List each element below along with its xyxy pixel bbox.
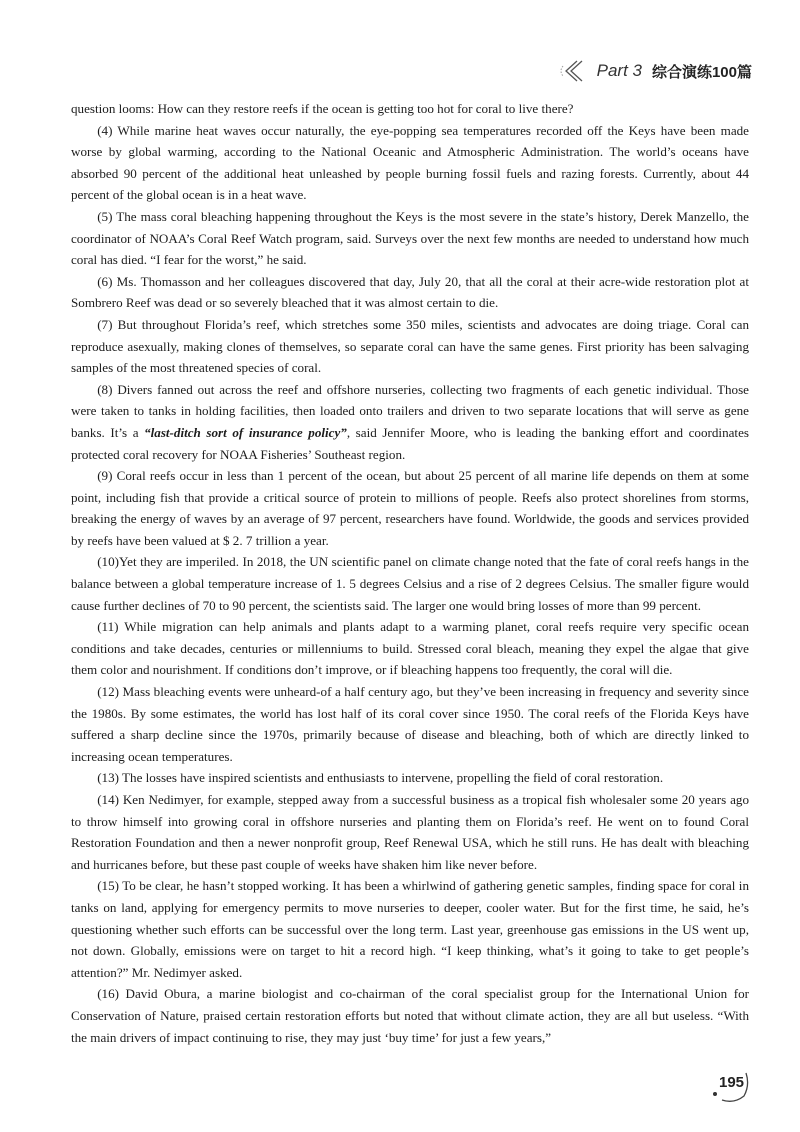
paragraph-5: (5) The mass coral bleaching happening throughout the Keys is the most severe in the state’s history, Derek Manzello, the coordinator of NOAA’s Coral Reef Watch program, said. Surveys over the next few months are needed to understand how much coral has died. “I fear for the worst,” he said.: [71, 208, 749, 268]
part-badge-icon: [557, 58, 591, 84]
paragraph-14: (14) Ken Nedimyer, for example, stepped away from a successful business as a tropical fish wholesaler some 20 years ago to throw himself into growing coral in offshore nurseries and planting them on Florida’s reef. He went on to found Coral Restoration Foundation and then a newer nonprofit group, Reef Renewal USA, which he still runs. He has dealt with bleaching and hurricanes before, but these past couple of weeks have shaken him like never before.: [71, 792, 749, 872]
paragraph-12: (12) Mass bleaching events were unheard-of a half century ago, but they’ve been increasing in frequency and severity since the 1980s. By some estimates, the world has lost half of its coral cover since 1950. The coral reefs of the Florida Keys have suffered a sharp decline since the 1970s, primarily because of disease and bleaching, both of which are directly linked to increasing ocean temperatures.: [71, 684, 749, 764]
paragraph-16: (16) David Obura, a marine biologist and co-chairman of the coral specialist group for the International Union for Conservation of Nature, praised certain restoration efforts but noted that without climate action, they are all but useless. “With the main drivers of impact continuing to rise, they may just ‘buy time’ for just a few years,”: [71, 986, 749, 1045]
part-label: Part 3: [596, 61, 642, 80]
paragraph-8: [71, 379, 749, 465]
paragraph-13: (13) The losses have inspired scientists and enthusiasts to intervene, propelling the field of coral restoration.: [97, 770, 664, 786]
article-body: [71, 98, 749, 1048]
page-number: [710, 1068, 750, 1102]
page-number-label: 195: [719, 1074, 745, 1091]
paragraph-11: (11) While migration can help animals and plants adapt to a warming planet, coral reefs require very specific ocean conditions and take decades, centuries or millenniums to build. Stressed coral bleach, meaning they expel the algae that give them color and nourishment. If conditions don’t improve, or if bleaching happens too frequently, the coral will die.: [71, 619, 749, 678]
paragraph-4: (4) While marine heat waves occur naturally, the eye-popping sea temperatures recorded off the Keys have been made worse by global warming, according to the National Oceanic and Atmospheric Administration. The world’s oceans have absorbed 90 percent of the additional heat unleashed by people burning fossil fuels and razing forests. Currently, about 44 percent of the global ocean is in a heat wave.: [71, 122, 749, 203]
paragraph-6: (6) Ms. Thomasson and her colleagues discovered that day, July 20, that all the coral at their acre-wide restoration plot at Sombrero Reef was dead or so severely bleached that it was almost certain to die.: [71, 273, 749, 311]
paragraph-10: (10)Yet they are imperiled. In 2018, the UN scientific panel on climate change noted that the fate of coral reefs hangs in the balance between a global temperature increase of 1. 5 degrees Celsius and a rise of 2 degrees Celsius. The smaller figure would cause further declines of 70 to 90 percent, the scientists said. The larger one would bring losses of more than 99 percent.: [71, 554, 749, 613]
emphasized-quote: “last-ditch sort of insurance policy”: [144, 424, 347, 440]
paragraph-8-pre: (8) Divers fanned out across the reef and offshore nurseries, collecting two fragments of each genetic individual. Those were taken to tanks in holding facilities, then loaded onto trailers and driven to two separate locations that will serve as gene banks. It’s a: [71, 381, 749, 440]
continuation-paragraph: question looms: How can they restore reefs if the ocean is getting too hot for coral to live there?: [71, 101, 574, 116]
paragraph-7: (7) But throughout Florida’s reef, which stretches some 350 miles, scientists and advocates are doing triage. Coral can reproduce asexually, making clones of themselves, so separate coral can have the same genes. First priority has been salvaging samples of the most threatened species of coral.: [71, 316, 749, 376]
paragraph-9: (9) Coral reefs occur in less than 1 percent of the ocean, but about 25 percent of all marine life depends on them at some point, including fish that provide a critical source of protein to millions of people. Reefs also protect shorelines from storms, breaking the energy of waves by an average of 97 percent, researchers have found. Worldwide, the goods and services provided by reefs have been valued at $ 2. 7 trillion a year.: [71, 468, 749, 548]
section-title: 综合演练100篇: [651, 63, 752, 81]
paragraph-8-post: , said Jennifer Moore, who is leading the banking effort and coordinates protected coral recovery for NOAA Fisheries’ Southeast region.: [71, 424, 749, 462]
running-header: [557, 58, 752, 84]
paragraph-15: (15) To be clear, he hasn’t stopped working. It has been a whirlwind of gathering genetic samples, finding space for coral in tanks on land, applying for emergency permits to move nurseries to deeper, cooler water. But for the first time, he said, he’s questioning whether such efforts can be successful over the long term. Last year, greenhouse gas emissions in the US went up, not down. Globally, emissions were on target to hit a record high. “I keep thinking, what’s it going to take to get people’s attention?” Mr. Nedimyer asked.: [71, 878, 749, 980]
